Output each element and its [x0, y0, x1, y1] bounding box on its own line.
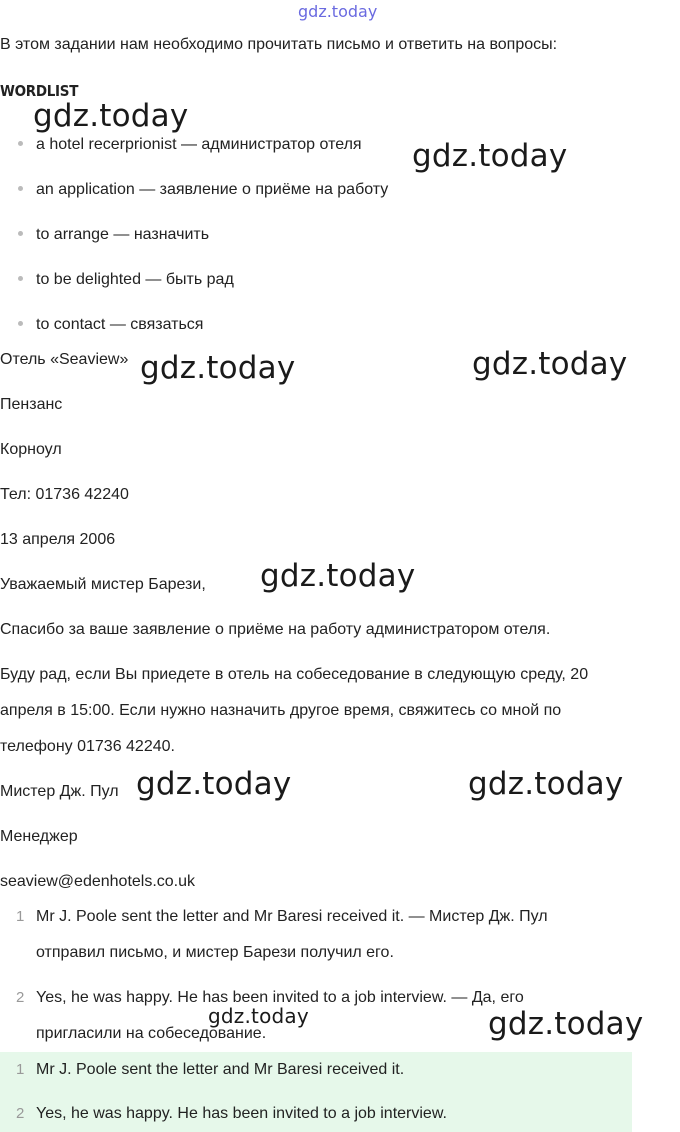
wordlist-item-text: an application — заявление о приёме на работу — [36, 181, 389, 198]
answer-line-2: отправил письмо, и мистер Барези получил его. — [36, 944, 394, 961]
letter-signature: Мистер Дж. Пул — [0, 783, 119, 800]
wordlist-heading: WORDLIST — [0, 82, 79, 100]
letter-city: Пензанс — [0, 396, 63, 413]
watermark-text: gdz.today — [472, 346, 628, 382]
bullet-icon — [18, 321, 23, 326]
wordlist-item — [18, 179, 388, 201]
letter-phone: Тел: 01736 42240 — [0, 486, 129, 503]
wordlist-item — [18, 224, 209, 246]
letter-paragraph-1: Спасибо за ваше заявление о приёме на работу администратором отеля. — [0, 621, 551, 638]
wordlist-item-text: to arrange — назначить — [36, 226, 210, 243]
final-answer-number: 1 — [16, 1061, 25, 1078]
watermark-text: gdz.today — [208, 1004, 309, 1028]
letter-greeting: Уважаемый мистер Барези, — [0, 576, 206, 593]
wordlist-item — [18, 134, 362, 156]
wordlist-item-text: to be delighted — быть рад — [36, 271, 234, 288]
answer-item — [0, 899, 640, 971]
letter-paragraph-2-line-3: телефону 01736 42240. — [0, 738, 175, 755]
wordlist-item — [18, 269, 234, 291]
letter-role: Менеджер — [0, 828, 78, 845]
bullet-icon — [18, 231, 23, 236]
letter-paragraph-2-line-2: апреля в 15:00. Если нужно назначить другое время, свяжитесь со мной по — [0, 702, 562, 719]
watermark-text: gdz.today — [468, 766, 624, 802]
watermark-text: gdz.today — [412, 138, 568, 174]
final-answer-text: Yes, he was happy. He has been invited to a job interview. — [36, 1105, 447, 1122]
letter-date: 13 апреля 2006 — [0, 531, 116, 548]
answer-line-2: пригласили на собеседование. — [36, 1025, 267, 1042]
letter-paragraph-2-line-1: Буду рад, если Вы приедете в отель на собеседование в следующую среду, 20 — [0, 666, 589, 683]
watermark-text: gdz.today — [140, 350, 296, 386]
letter-hotel: Отель «Seaview» — [0, 351, 129, 368]
watermark-text: gdz.today — [136, 766, 292, 802]
bullet-icon — [18, 186, 23, 191]
bullet-icon — [18, 276, 23, 281]
watermark-text: gdz.today — [33, 98, 189, 134]
watermark-text: gdz.today — [260, 558, 416, 594]
letter-county: Корноул — [0, 441, 62, 458]
answer-number: 1 — [16, 908, 25, 925]
final-answer-number: 2 — [16, 1105, 25, 1122]
wordlist-item — [18, 314, 203, 336]
wordlist-item-text: to contact — связаться — [36, 316, 204, 333]
answer-number: 2 — [16, 989, 25, 1006]
answer-line-1: Mr J. Poole sent the letter and Mr Baresi received it. — Мистер Дж. Пул — [36, 908, 548, 925]
letter-email: seaview@edenhotels.co.uk — [0, 873, 196, 890]
watermark-text: gdz.today — [488, 1006, 644, 1042]
bullet-icon — [18, 141, 23, 146]
top-watermark: gdz.today — [298, 2, 378, 21]
answer-line-1: Yes, he was happy. He has been invited to a job interview. — Да, его — [36, 989, 524, 1006]
wordlist-item-text: a hotel recerprionist — администратор отеля — [36, 136, 362, 153]
final-answer-text: Mr J. Poole sent the letter and Mr Baresi received it. — [36, 1061, 405, 1078]
answer-highlight-box — [0, 1052, 632, 1132]
intro-text: В этом задании нам необходимо прочитать письмо и ответить на вопросы: — [0, 36, 558, 53]
